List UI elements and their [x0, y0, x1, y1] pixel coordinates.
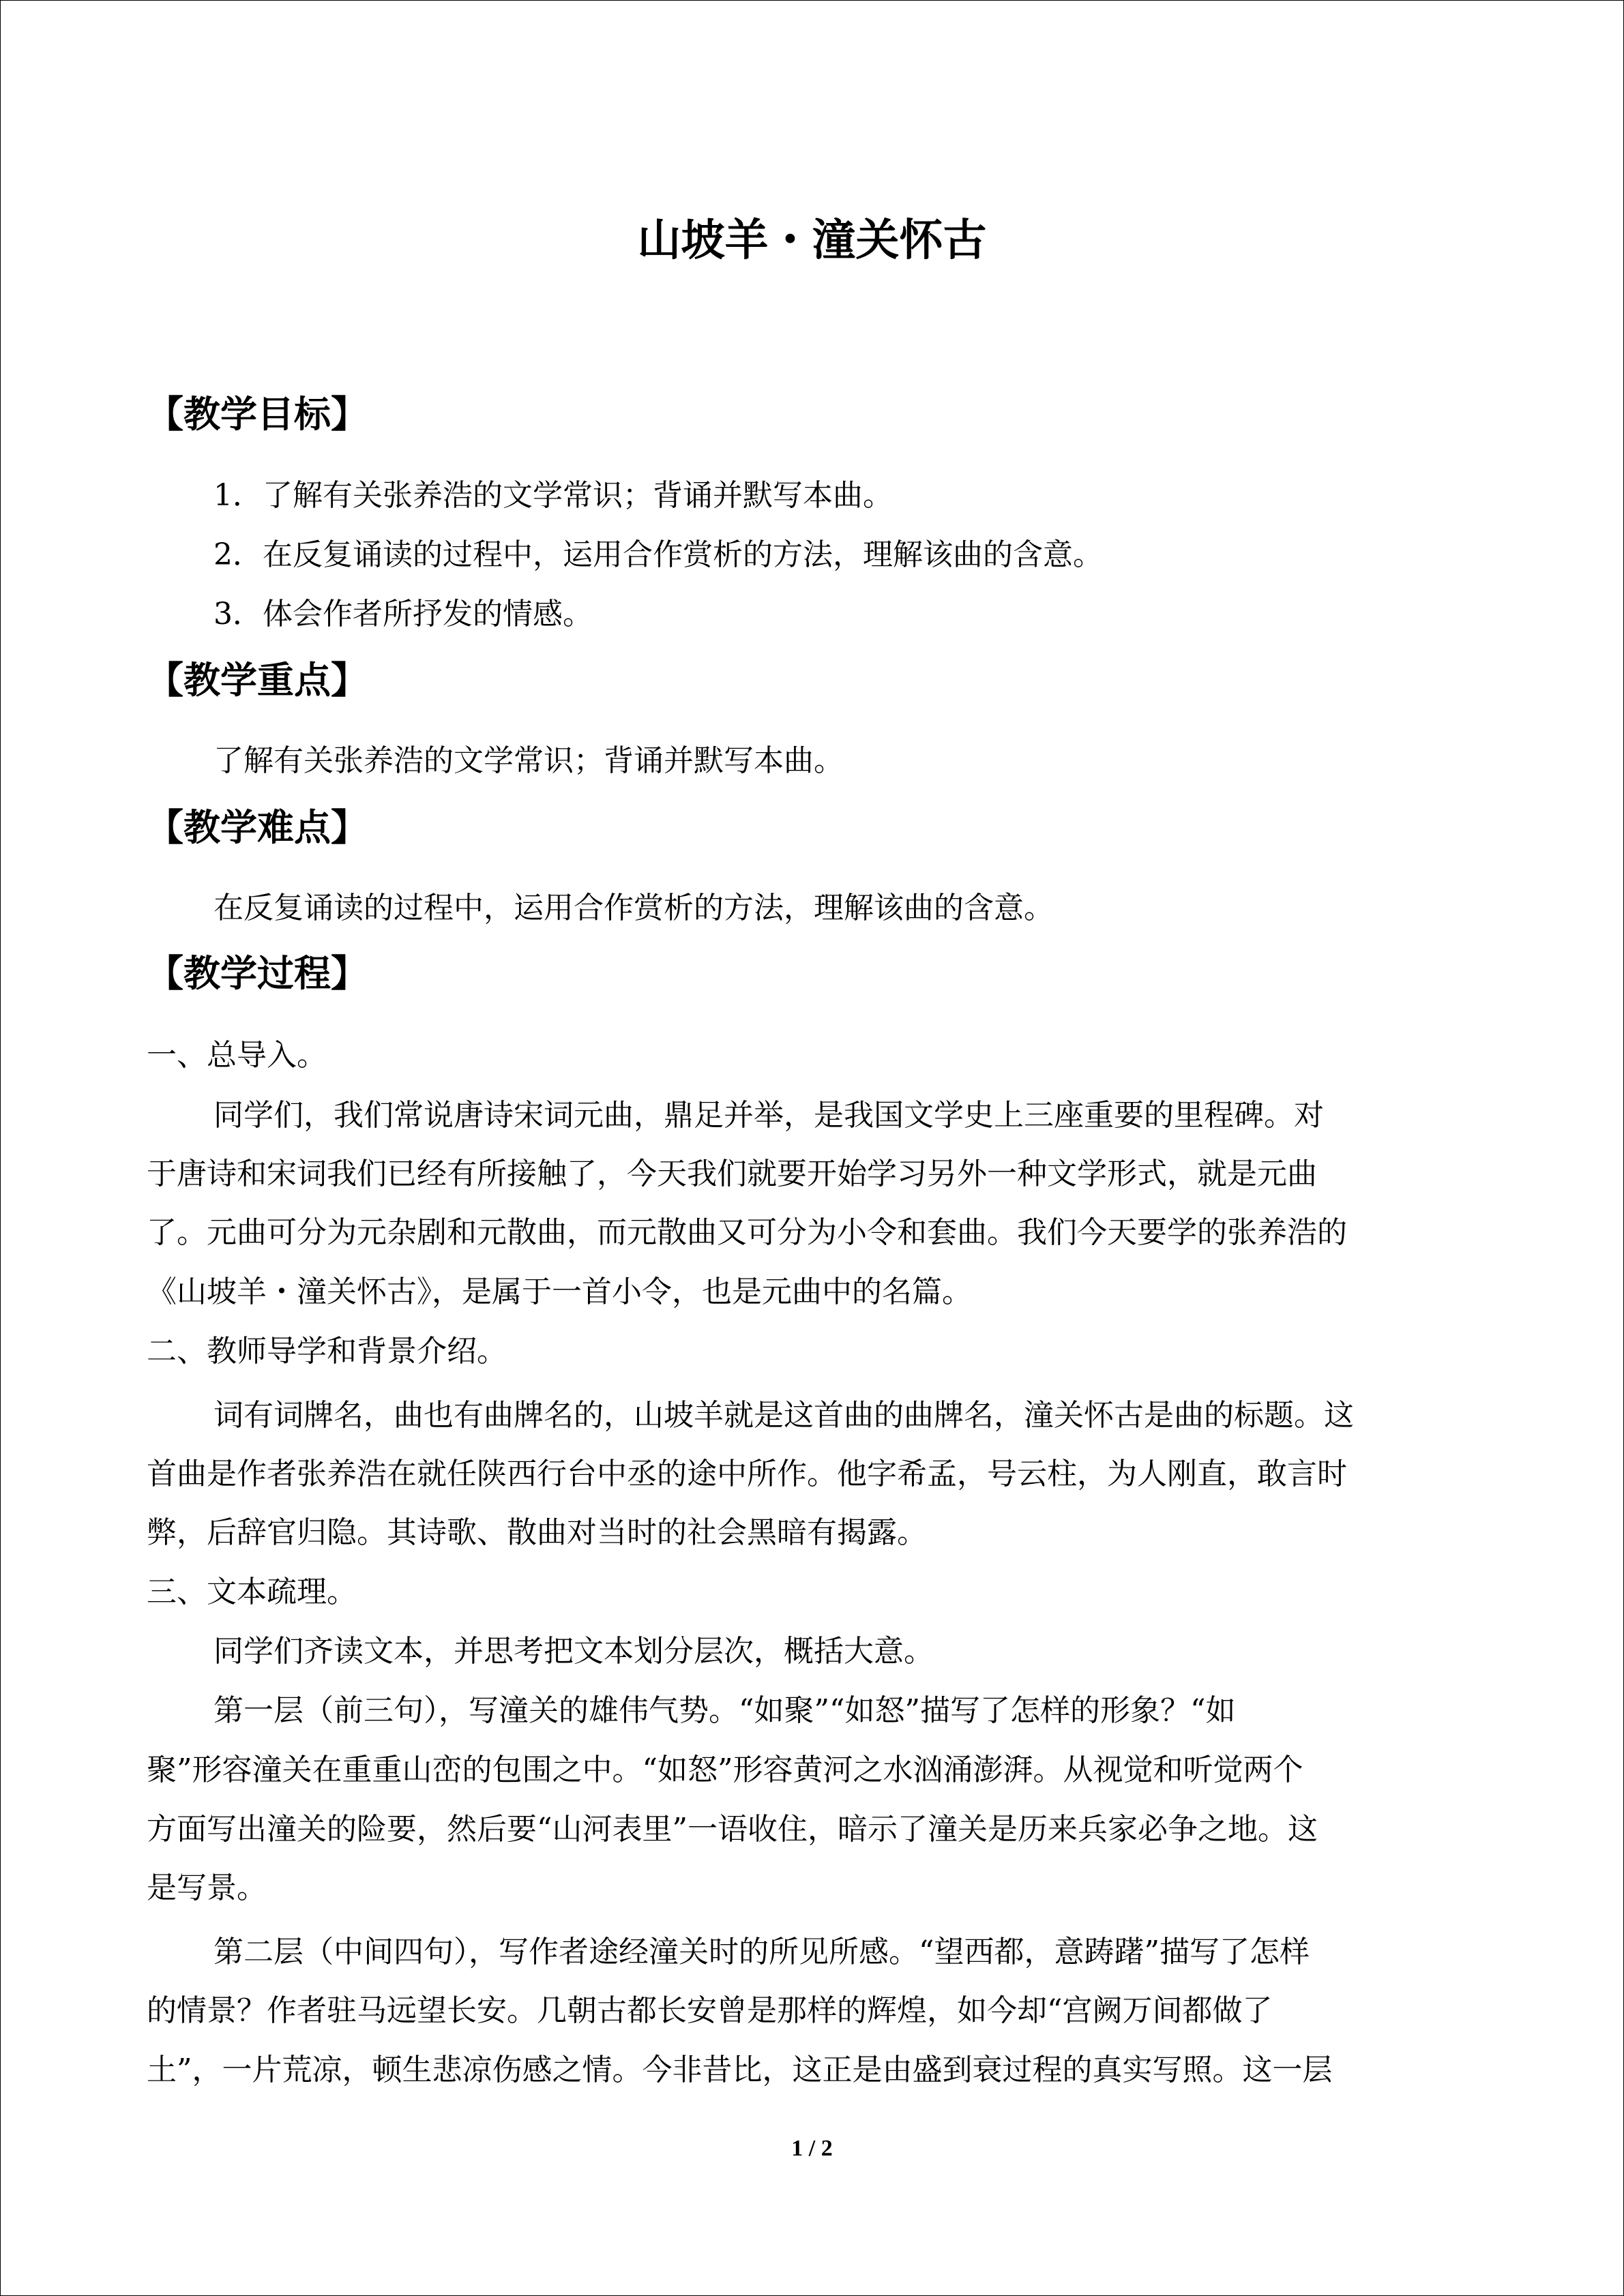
document-title: 山坡羊・潼关怀古	[637, 215, 987, 266]
heading-difficulties: 【教学难点】	[147, 806, 368, 849]
heading-process: 【教学过程】	[147, 952, 368, 995]
process-line: 的情景？作者驻马远望长安。几朝古都长安曾是那样的辉煌，如今却“宫阙万间都做了	[147, 1993, 1273, 2028]
process-line: 第一层（前三句），写潼关的雄伟气势。“如聚”“如怒”描写了怎样的形象？“如	[213, 1693, 1236, 1728]
objective-item: 1．了解有关张养浩的文学常识；背诵并默写本曲。	[213, 478, 893, 513]
process-line: 首曲是作者张养浩在就任陕西行台中丞的途中所作。他字希孟，号云柱，为人刚直，敢言时	[147, 1457, 1347, 1491]
process-line: 土”，一片荒凉，顿生悲凉伤感之情。今非昔比，这正是由盛到衰过程的真实写照。这一层	[147, 2053, 1333, 2087]
objective-item: 2．在反复诵读的过程中，运用合作赏析的方法，理解该曲的含意。	[213, 537, 1103, 572]
process-line: 弊，后辞官归隐。其诗歌、散曲对当时的社会黑暗有揭露。	[147, 1515, 927, 1550]
difficulties-text: 在反复诵读的过程中，运用合作赏析的方法，理解该曲的含意。	[213, 891, 1054, 925]
process-line: 二、教师导学和背景介绍。	[147, 1334, 507, 1369]
key-points-text: 了解有关张养浩的文学常识；背诵并默写本曲。	[213, 743, 844, 778]
heading-key-points: 【教学重点】	[147, 659, 368, 702]
process-line: 了。元曲可分为元杂剧和元散曲，而元散曲又可分为小令和套曲。我们今天要学的张养浩的	[147, 1215, 1347, 1250]
page-number: 1 / 2	[791, 2136, 833, 2161]
process-line: 于唐诗和宋词我们已经有所接触了，今天我们就要开始学习另外一种文学形式，就是元曲	[147, 1157, 1317, 1191]
process-line: 同学们，我们常说唐诗宋词元曲，鼎足并举，是我国文学史上三座重要的里程碑。对	[213, 1098, 1324, 1133]
process-line: 是写景。	[147, 1870, 267, 1905]
objective-item: 3．体会作者所抒发的情感。	[213, 597, 593, 631]
process-line: 第二层（中间四句），写作者途经潼关时的所见所感。“望西都，意踌躇”描写了怎样	[213, 1935, 1310, 1969]
process-line: 《山坡羊・潼关怀古》，是属于一首小令，也是元曲中的名篇。	[147, 1274, 972, 1309]
process-line: 词有词牌名，曲也有曲牌名的，山坡羊就是这首曲的曲牌名，潼关怀古是曲的标题。这	[213, 1398, 1354, 1433]
process-line: 三、文本疏理。	[147, 1575, 357, 1609]
process-line: 方面写出潼关的险要，然后要“山河表里”一语收住，暗示了潼关是历来兵家必争之地。这	[147, 1812, 1318, 1847]
process-line: 聚”形容潼关在重重山峦的包围之中。“如怒”形容黄河之水汹涌澎湃。从视觉和听觉两个	[147, 1753, 1303, 1787]
heading-objectives: 【教学目标】	[147, 393, 368, 436]
process-line: 同学们齐读文本，并思考把文本划分层次，概括大意。	[213, 1634, 934, 1669]
process-line: 一、总导入。	[147, 1038, 327, 1073]
